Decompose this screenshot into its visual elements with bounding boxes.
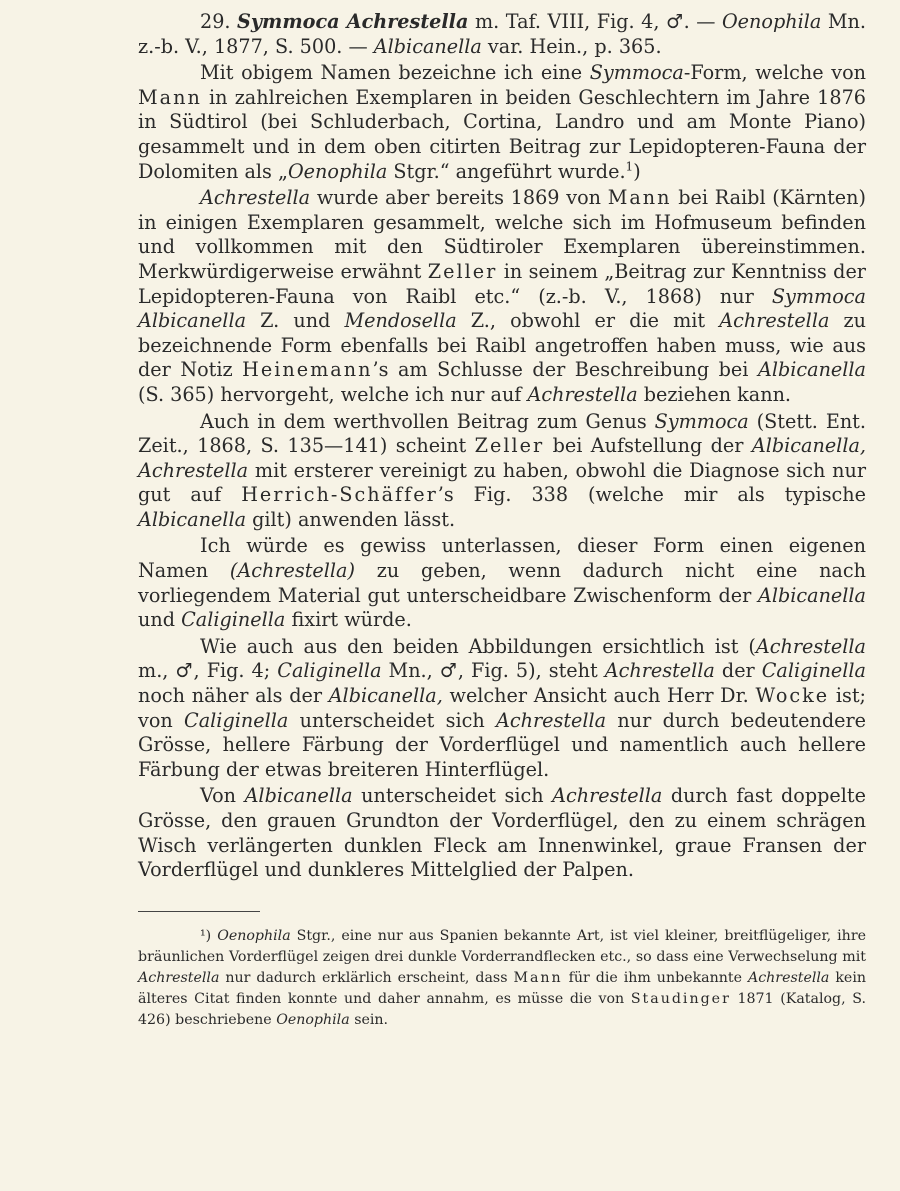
text-run: sein. [349,1011,389,1028]
text-run: für die ihm unbekannte [562,969,748,986]
text-run: Mit obigem Namen bezeichne ich eine [200,61,590,85]
reference-line: Mn. z.-b. V., 1877, S. 500. — [138,10,866,58]
footnote-divider [138,911,260,912]
italic-run: Albicanella [138,507,247,531]
italic-run: Caliginella [184,708,289,732]
text-run: durch fast doppelte Grösse, den grauen Grundton der Vorderflügel, den zu einem schrägen Wisch verlängerten dunklen Fleck am Innenwinkel, graue Fransen der Vorderflügel und dunkleres Mittelglied der Palpen. [138,784,866,882]
text-run: noch näher als der [138,684,329,708]
footnote-marker[interactable]: 1 [625,159,634,174]
text-run: Z., obwohl er die mit [456,309,720,333]
text-run: Ich würde es gewiss unterlassen, dieser Form einen eigenen Namen [138,534,866,583]
text-run: in seinem „Beitrag zur Kenntniss der Lepidopteren-Fauna von Raibl etc.“ (z.-b. V., 1868) nur [138,259,866,308]
spaced-name: Mann [607,186,672,210]
italic-run: Oenophila [287,159,388,183]
text-run: kein älteres Citat finden konnte und daher annahm, es müsse die von [138,969,866,1007]
italic-run: Albicanella, [328,684,443,708]
italic-run: Achrestella [495,708,607,732]
text-run: ’s Fig. 338 (welche mir als typische [437,483,867,507]
text-run: Auch in dem werthvollen Beitrag zum Genus [200,409,655,433]
text-run: in zahlreichen Exemplaren in beiden Geschlechtern im Jahre 1876 in Südtirol (bei Schluderbach, Cortina, Landro und am Monte Piano) gesammelt und in dem oben citirten Beitrag zur Lepidopteren-Fauna der Dolomiten als „ [138,85,866,183]
text-run: ist; von [138,684,866,732]
italic-run: Achrestella [527,382,638,406]
paragraph-2 [138,186,866,407]
spaced-name: Staudinger [630,990,731,1007]
spaced-name: Mann [513,969,563,986]
text-run: bei Raibl (Kärnten) in einigen Exemplaren gesammelt, welche sich im Hofmuseum befinden und vollkommen mit den Südtiroler Exemplaren übereinstimmen. Merkwürdigerweise erwähnt [138,186,866,283]
text-run: der [714,659,762,683]
text-run: mit ersterer vereinigt zu haben, obwohl die Diagnose sich nur gut auf [138,458,866,507]
species-name: Symmoca Achrestella [237,10,469,33]
text-run: welcher Ansicht auch Herr Dr. [442,684,756,708]
italic-run: Oenophila [276,1011,350,1028]
text-run: -Form, welche von [683,61,866,85]
italic-run: Achrestella [719,309,830,333]
italic-run: Achrestella [200,186,311,210]
italic-run: Albicanella [244,784,353,808]
text-run: Z. und [246,309,345,333]
text-run: zu geben, wenn dadurch nicht eine nach vorliegendem Material gut unterscheidbare Zwischenform der [138,559,866,607]
main-text [138,10,866,883]
spaced-name: Mann [138,85,202,109]
footnote [138,926,866,1031]
text-run: (Stett. Ent. Zeit., 1868, S. 135—141) scheint [138,409,866,458]
species-author: m. Taf. VIII, Fig. 4, ♂. — [474,10,716,33]
italic-run: Oenophila [217,927,291,944]
text-run: m., ♂, Fig. 4; [138,659,278,683]
variety-reference: var. Hein., p. 365. [487,34,662,58]
footnote-mark: ¹) [200,927,212,944]
text-run: unterscheidet sich [352,784,553,808]
text-run: fixirt würde. [285,608,412,632]
paragraph-1 [138,61,866,184]
italic-run: Achrestella [138,969,220,986]
spaced-name: Zeller [427,259,498,283]
paragraph-6 [138,784,866,882]
italic-run: Symmoca [654,409,749,433]
italic-run: Albicanella [757,583,866,607]
text-run: Mn., ♂, Fig. 5), steht [381,659,605,683]
italic-run: Albicanella, Achrestella [138,434,866,482]
paragraph-4 [138,534,866,632]
entry-number: 29. [200,10,231,33]
text-run: unterscheidet sich [288,708,496,732]
variety-name: Albicanella [373,34,482,58]
species-synonym: Oenophila [721,10,822,33]
footnote-text [138,926,866,1031]
italic-run: Albicanella [757,358,866,382]
spaced-name: Wocke [755,684,830,708]
text-run: Stgr.“ angeführt wurde. [387,159,626,183]
italic-run: Caliginella [761,659,866,683]
italic-run: Achrestella [747,969,830,986]
text-run: gilt) anwenden lässt. [246,507,456,531]
italic-run: Symmoca [589,61,684,85]
text-run: (S. 365) hervorgeht, welche ich nur auf [138,382,528,406]
spaced-name: Heinemann [242,358,373,382]
text-run: beziehen kann. [637,382,792,406]
italic-run: Mendosella [344,309,457,333]
italic-run: Symmoca Albicanella [138,284,866,333]
text-run: nur dadurch erklärlich erscheint, dass [219,969,514,986]
italic-run: Caliginella [181,608,286,632]
italic-run: Achrestella [755,634,866,658]
text-run: Von [200,784,245,808]
text-run: Wie auch aus den beiden Abbildungen ersichtlich ist ( [200,634,756,658]
spaced-name: Zeller [474,434,545,458]
paragraph-5 [138,635,866,783]
italic-run: Achrestella [552,784,663,808]
text-run: und [138,608,182,632]
text-run: nur durch bedeutendere Grösse, hellere Färbung der Vorderflügel und namentlich auch hellere Färbung der etwas breiteren Hinterflügel. [138,708,866,781]
text-run: ) [633,159,641,183]
text-run: wurde aber bereits 1869 von [310,186,608,210]
spaced-name: Herrich-Schäffer [241,483,438,507]
italic-run: Achrestella [604,659,715,683]
text-run: zu bezeichnende Form ebenfalls bei Raibl angetroffen haben muss, wie aus der Notiz [138,309,867,382]
text-run: 1871 (Katalog, S. 426) beschriebene [138,990,866,1028]
italic-run: Caliginella [277,659,382,683]
text-run: bei Aufstellung der [544,434,752,458]
italic-run: (Achrestella) [229,559,355,583]
text-run: Stgr., eine nur aus Spanien bekannte Art, ist viel kleiner, breitflügeliger, ihre bräunlichen Vorderflügel zeigen drei dunkle Vorderrandflecken etc., so dass eine Verwechselung mit [138,927,866,965]
species-heading [138,10,866,59]
text-run: ’s am Schlusse der Beschreibung bei [372,358,758,382]
paragraph-3 [138,410,866,533]
